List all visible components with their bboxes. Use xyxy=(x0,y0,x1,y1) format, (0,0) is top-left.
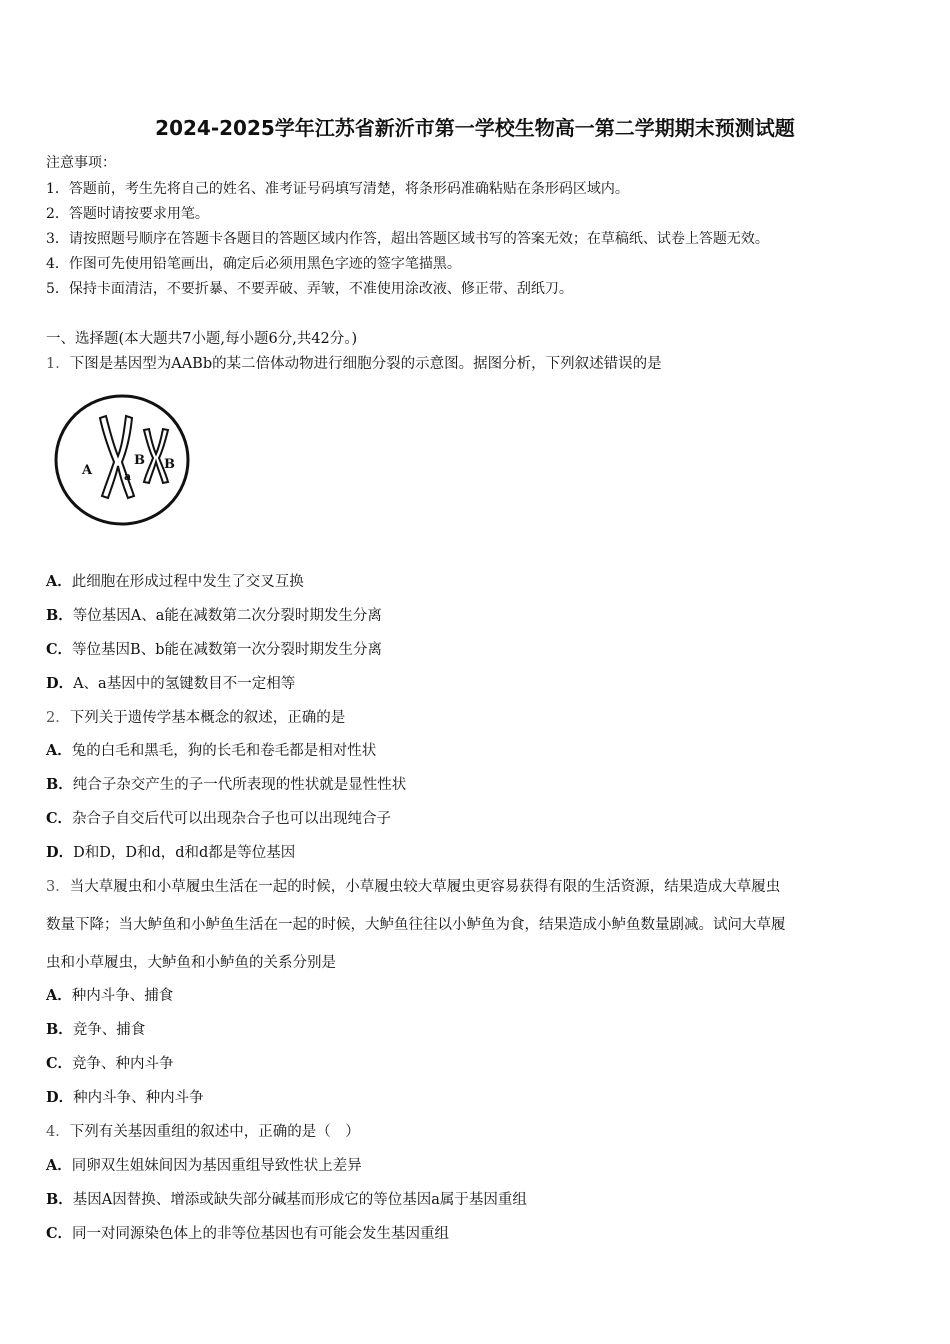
option-letter: D． xyxy=(46,675,74,692)
option xyxy=(46,1052,174,1073)
question-number: 1． xyxy=(46,356,70,372)
question-text-continued: 虫和小草履虫，大鲈鱼和小鲈鱼的关系分别是 xyxy=(46,955,336,971)
option-text: 等位基因A、a能在减数第二次分裂时期发生分离 xyxy=(72,608,382,624)
option-text: 种内斗争、种内斗争 xyxy=(73,1090,204,1106)
question-1 xyxy=(46,352,662,373)
question-text: 当大草履虫和小草履虫生活在一起的时候，小草履虫较大草履虫更容易获得有限的生活资源，结果造成大草履虫 xyxy=(69,879,781,895)
option-letter: C． xyxy=(46,1055,73,1072)
question-number: 4． xyxy=(46,1124,70,1140)
option-letter: A． xyxy=(46,573,72,590)
option xyxy=(46,807,391,828)
question-text-continued: 数量下降；当大鲈鱼和小鲈鱼生活在一起的时候，大鲈鱼往往以小鲈鱼为食，结果造成小鲈鱼数量剧减。试问大草履 xyxy=(46,917,786,933)
option-letter: A． xyxy=(46,742,72,759)
chromosome-right xyxy=(144,429,168,483)
option-text: 此细胞在形成过程中发生了交叉互换 xyxy=(71,574,304,590)
option-text: 同卵双生姐妹间因为基因重组导致性状上差异 xyxy=(71,1158,362,1174)
option xyxy=(46,739,376,760)
option-text: 兔的白毛和黑毛，狗的长毛和卷毛都是相对性状 xyxy=(71,743,377,759)
option-letter: B． xyxy=(46,1021,73,1038)
option xyxy=(46,841,295,862)
question-4 xyxy=(46,1120,360,1141)
notes-item: 5．保持卡面清洁，不要折暴、不要弄破、弄皱，不准使用涂改液、修正带、刮纸刀。 xyxy=(46,281,573,297)
cell-division-figure xyxy=(52,392,194,530)
option-text: 基因A因替换、增添或缺失部分碱基而形成它的等位基因a属于基因重组 xyxy=(72,1192,527,1208)
chromosome-left xyxy=(100,416,134,498)
gene-label-B-left: B xyxy=(134,453,145,468)
notes-heading: 注意事项： xyxy=(46,155,116,171)
option xyxy=(46,1222,449,1243)
option-text: A、a基因中的氢键数目不一定相等 xyxy=(73,676,296,692)
page-title: 2024-2025学年江苏省新沂市第一学校生物高一第二学期期末预测试题 xyxy=(155,116,795,140)
option xyxy=(46,570,304,591)
notes-item: 1．答题前，考生先将自己的姓名、准考证号码填写清楚，将条形码准确粘贴在条形码区域内。 xyxy=(46,181,629,197)
section-heading: 一、选择题(本大题共7小题,每小题6分,共42分。) xyxy=(46,331,358,347)
option-text: 同一对同源染色体上的非等位基因也有可能会发生基因重组 xyxy=(72,1226,450,1242)
option-text: 竞争、捕食 xyxy=(72,1022,146,1038)
option xyxy=(46,638,382,659)
option xyxy=(46,1188,527,1209)
option-letter: A． xyxy=(46,987,72,1004)
notes-item: 3．请按照题号顺序在答题卡各题目的答题区域内作答，超出答题区域书写的答案无效；在草稿纸、试卷上答题无效。 xyxy=(46,231,769,247)
question-text: 下列关于遗传学基本概念的叙述，正确的是 xyxy=(69,710,346,726)
option xyxy=(46,604,382,625)
gene-label-A: A xyxy=(82,463,93,478)
option-letter: B． xyxy=(46,776,73,793)
question-number: 3． xyxy=(46,879,70,895)
option-text: D和D，D和d，d和d都是等位基因 xyxy=(73,845,296,861)
option-letter: C． xyxy=(46,641,73,658)
question-3 xyxy=(46,875,780,896)
option-text: 纯合子杂交产生的子一代所表现的性状就是显性性状 xyxy=(72,777,407,793)
question-text: 下列有关基因重组的叙述中，正确的是（ ） xyxy=(69,1124,360,1140)
option xyxy=(46,984,173,1005)
option-letter: A． xyxy=(46,1157,72,1174)
option xyxy=(46,1086,204,1107)
option-letter: B． xyxy=(46,607,73,624)
option-letter: C． xyxy=(46,810,73,827)
gene-label-a: a xyxy=(124,470,132,483)
option xyxy=(46,672,295,693)
question-text: 下图是基因型为AABb的某二倍体动物进行细胞分裂的示意图。据图分析，下列叙述错误的是 xyxy=(69,356,662,372)
option xyxy=(46,773,406,794)
option-text: 杂合子自交后代可以出现杂合子也可以出现纯合子 xyxy=(72,811,392,827)
option-letter: C． xyxy=(46,1225,73,1242)
question-number: 2． xyxy=(46,710,70,726)
option-text: 种内斗争、捕食 xyxy=(71,988,174,1004)
option xyxy=(46,1154,362,1175)
notes-item: 4．作图可先使用铅笔画出，确定后必须用黑色字迹的签字笔描黑。 xyxy=(46,256,461,272)
option xyxy=(46,1018,145,1039)
option-letter: D． xyxy=(46,844,74,861)
option-letter: D． xyxy=(46,1089,74,1106)
question-2 xyxy=(46,706,345,727)
notes-item: 2．答题时请按要求用笔。 xyxy=(46,206,209,222)
option-letter: B． xyxy=(46,1191,73,1208)
option-text: 竞争、种内斗争 xyxy=(72,1056,174,1072)
gene-label-B-right: B xyxy=(164,457,175,472)
option-text: 等位基因B、b能在减数第一次分裂时期发生分离 xyxy=(72,642,382,658)
